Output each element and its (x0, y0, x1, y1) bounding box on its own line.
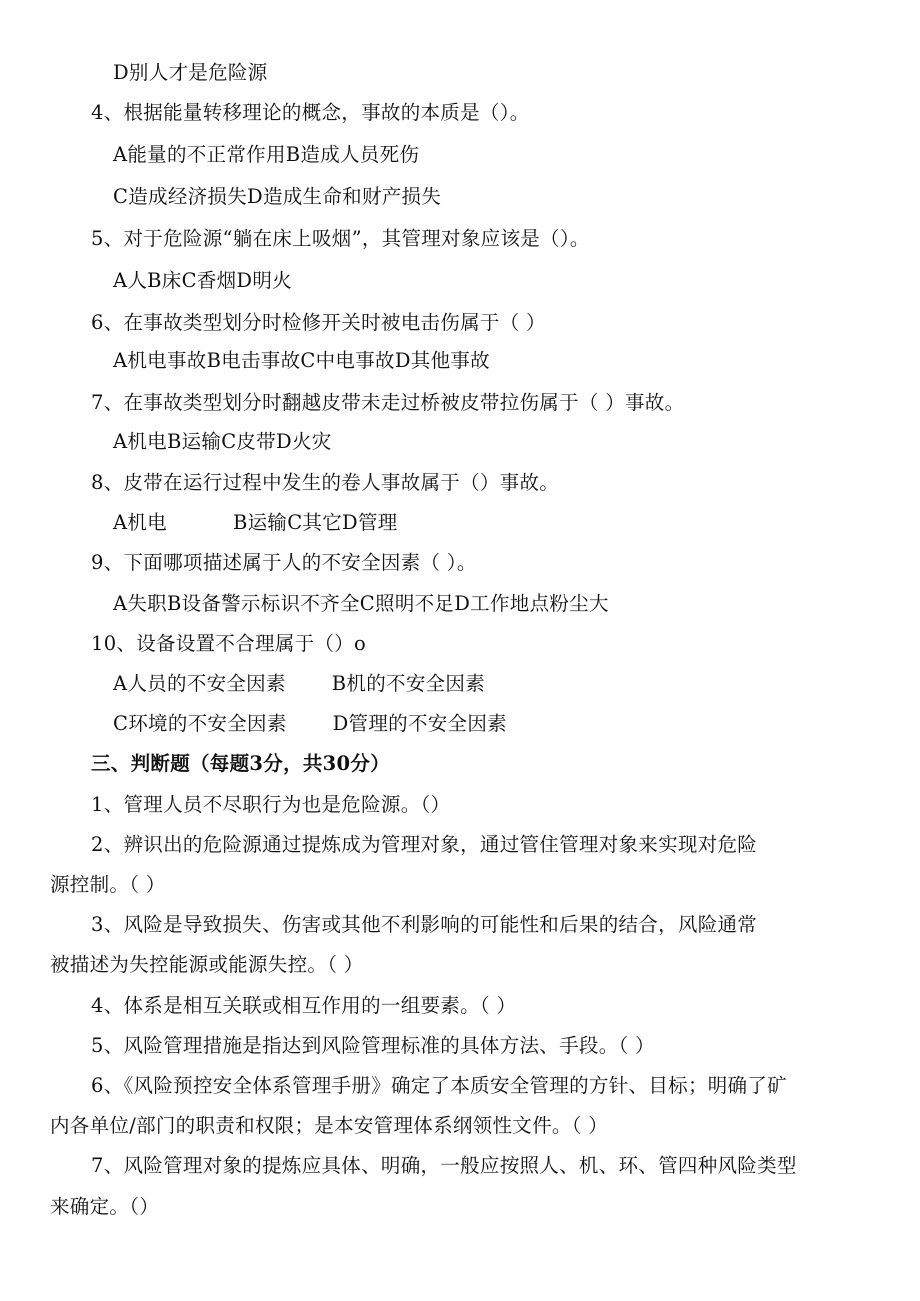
text-q8-a: A机电 (113, 511, 167, 534)
text-q8: 8、皮带在运行过程中发生的卷人事故属于（）事故。 (91, 471, 560, 494)
tf-question-3-line2 (50, 951, 364, 979)
text-tf5: 5、风险管理措施是指达到风险管理标准的具体方法、手段。（ ） (91, 1034, 655, 1057)
tf-question-1 (91, 791, 450, 819)
text-q6-options: A机电事故B电击事故C中电事故D其他事故 (113, 349, 490, 372)
text-tf2-a: 2、辨识出的危险源通过提炼成为管理对象，通过管住管理对象来实现对危险 (91, 833, 758, 856)
option-line-q10-cd (113, 710, 507, 738)
text-tf6-b: 内各单位/部门的职责和权限；是本安管理体系纲领性文件。（ ） (50, 1114, 609, 1137)
text-q9-options: A失职B设备警示标识不齐全C照明不足D工作地点粉尘大 (113, 592, 609, 615)
tf-question-2-line1 (91, 831, 757, 859)
tf-question-7-line1 (91, 1152, 797, 1180)
tf-question-5 (91, 1032, 655, 1060)
tf-question-6-line1 (91, 1072, 787, 1100)
text-tf3-b: 被描述为失控能源或能源失控。（ ） (50, 953, 364, 976)
text-q3-d: D别人才是危险源 (113, 61, 268, 84)
text-tf7-b: 来确定。（） (50, 1195, 160, 1218)
option-line-q4-ab (113, 141, 419, 169)
option-line-q5 (113, 267, 292, 295)
question-8 (91, 469, 559, 497)
question-7 (91, 389, 684, 417)
text-tf6-a: 6、《风险预控安全体系管理手册》确定了本质安全管理的方针、目标；明确了矿 (91, 1074, 787, 1097)
tf-question-3-line1 (91, 911, 757, 939)
text-q5-options: A人B床C香烟D明火 (113, 269, 292, 292)
text-tf3-a: 3、风险是导致损失、伤害或其他不利影响的可能性和后果的结合，风险通常 (91, 913, 758, 936)
option-line-q4-cd (113, 183, 441, 211)
option-line-q6 (113, 347, 490, 375)
text-q10-a: A人员的不安全因素 (113, 672, 286, 695)
text-q6: 6、在事故类型划分时检修开关时被电击伤属于（ ） (91, 311, 546, 334)
question-9 (91, 549, 477, 577)
section-heading-true-false (91, 750, 390, 778)
tf-question-6-line2 (50, 1112, 608, 1140)
text-q4-cd: C造成经济损失D造成生命和财产损失 (113, 185, 442, 208)
tf-question-4 (91, 992, 516, 1020)
option-line-q9 (113, 590, 609, 618)
tf-question-7-line2 (50, 1193, 159, 1221)
text-q7-options: A机电B运输C皮带D火灾 (113, 430, 332, 453)
question-4 (91, 99, 530, 127)
text-tf2-b: 源控制。（ ） (50, 873, 166, 896)
text-q10-b: B机的不安全因素 (331, 672, 486, 695)
text-q4: 4、根据能量转移理论的概念，事故的本质是（）。 (91, 101, 530, 124)
option-line-q10-ab (113, 670, 485, 698)
text-tf1: 1、管理人员不尽职行为也是危险源。（） (91, 793, 451, 816)
text-q10-c: C环境的不安全因素 (113, 712, 287, 735)
question-5 (91, 225, 590, 253)
text-q10: 10、设备设置不合理属于（）o (91, 632, 367, 655)
text-q7: 7、在事故类型划分时翻越皮带未走过桥被皮带拉伤属于（ ）事故。 (91, 391, 685, 414)
tf-question-2-line2 (50, 871, 166, 899)
option-line-q7 (113, 428, 332, 456)
text-q10-d: D管理的不安全因素 (332, 712, 507, 735)
text-q5: 5、对于危险源“躺在床上吸烟”，其管理对象应该是（）。 (91, 227, 590, 250)
text-q8-bcd: B运输C其它D管理 (232, 511, 398, 534)
text-q4-ab: A能量的不正常作用B造成人员死伤 (113, 143, 420, 166)
question-10 (91, 630, 366, 658)
option-line-q8 (113, 509, 398, 537)
text-q9: 9、下面哪项描述属于人的不安全因素（ ）。 (91, 551, 477, 574)
option-line-q3-d (113, 59, 268, 87)
text-tf4: 4、体系是相互关联或相互作用的一组要素。（ ） (91, 994, 517, 1017)
text-tf7-a: 7、风险管理对象的提炼应具体、明确，一般应按照人、机、环、管四种风险类型 (91, 1154, 797, 1177)
text-section-3: 三、判断题（每题3分，共30分） (91, 752, 391, 775)
question-6 (91, 309, 546, 337)
